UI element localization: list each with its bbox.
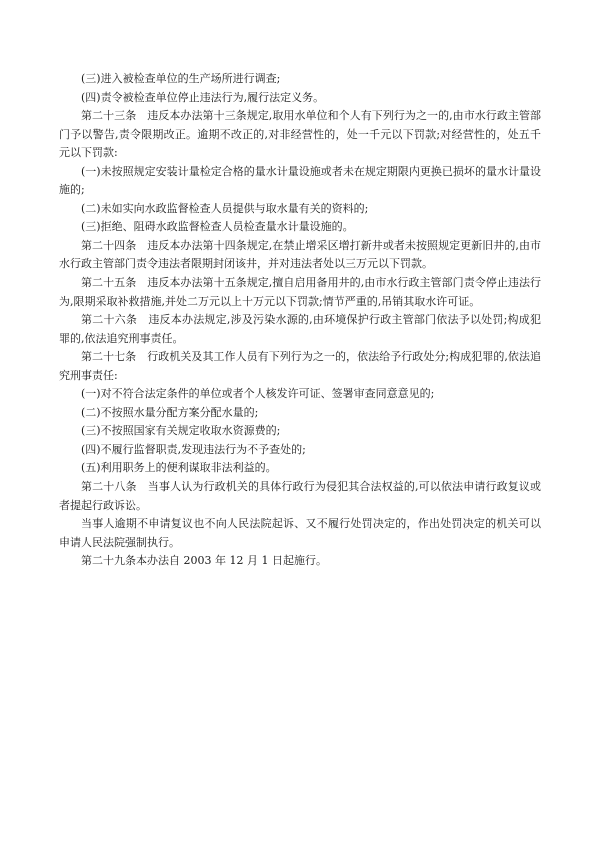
article-29: 第二十九条本办法自 2003 年 12 月 1 日起施行。 (81, 554, 327, 568)
article-25: 第二十五条 违反本办法第十五条规定,擅自启用备用井的,由市水行政主管部门责令停止违法行为,限期采取补救措施,并处二万元以上十万元以下罚款;情节严重的,吊销其取水许可证。 (59, 276, 541, 308)
article-23-item-2: (二)未如实向水政监督检查人员提供与取水量有关的资料的; (81, 201, 369, 215)
article-23-item-1: (一)未按照规定安装计量检定合格的量水计量设施或者未在规定期限内更换已损坏的量水计量设施的; (59, 164, 541, 197)
document-body (59, 70, 541, 571)
paragraph-item-4: (四)责令被检查单位停止违法行为,履行法定义务。 (81, 90, 325, 104)
article-27-item-5: (五)利用职务上的便利谋取非法利益的。 (81, 461, 277, 475)
article-27-item-4: (四)不履行监督职责,发现违法行为不予查处的; (81, 442, 306, 456)
article-27-item-1: (一)对不符合法定条件的单位或者个人核发许可证、签署审查同意意见的; (81, 387, 435, 401)
article-27-item-2: (二)不按照水量分配方案分配水量的; (81, 405, 259, 419)
paragraph-item-3: (三)进入被检查单位的生产场所进行调查; (81, 72, 281, 85)
article-28-paragraph-2: 当事人逾期不申请复议也不向人民法院起诉、又不履行处罚决定的，作出处罚决定的机关可以申请人民法院强制执行。 (59, 517, 541, 549)
article-27-item-3: (三)不按照国家有关规定收取水资源费的; (81, 424, 281, 438)
article-27: 第二十七条 行政机关及其工作人员有下列行为之一的，依法给予行政处分;构成犯罪的,依法追究刑事责任: (59, 350, 541, 382)
article-28: 第二十八条 当事人认为行政机关的具体行政行为侵犯其合法权益的,可以依法申请行政复议或者提起行政诉讼。 (59, 480, 541, 512)
article-26: 第二十六条 违反本办法规定,涉及污染水源的,由环境保护行政主管部门依法予以处罚;构成犯罪的,依法追究刑事责任。 (59, 313, 541, 345)
article-24: 第二十四条 违反本办法第十四条规定,在禁止增采区增打新井或者未按照规定更新旧井的,由市水行政主管部门责令违法者限期封闭该井，并对违法者处以三万元以下罚款。 (59, 238, 541, 271)
article-23: 第二十三条 违反本办法第十三条规定,取用水单位和个人有下列行为之一的,由市水行政主管部门予以警告,责令限期改正。逾期不改正的,对非经营性的，处一千元以下罚款;对经营性的，处五千元以下罚款: (59, 109, 541, 160)
article-23-item-3: (三)拒绝、阻碍水政监督检查人员检查量水计量设施的。 (81, 220, 354, 234)
